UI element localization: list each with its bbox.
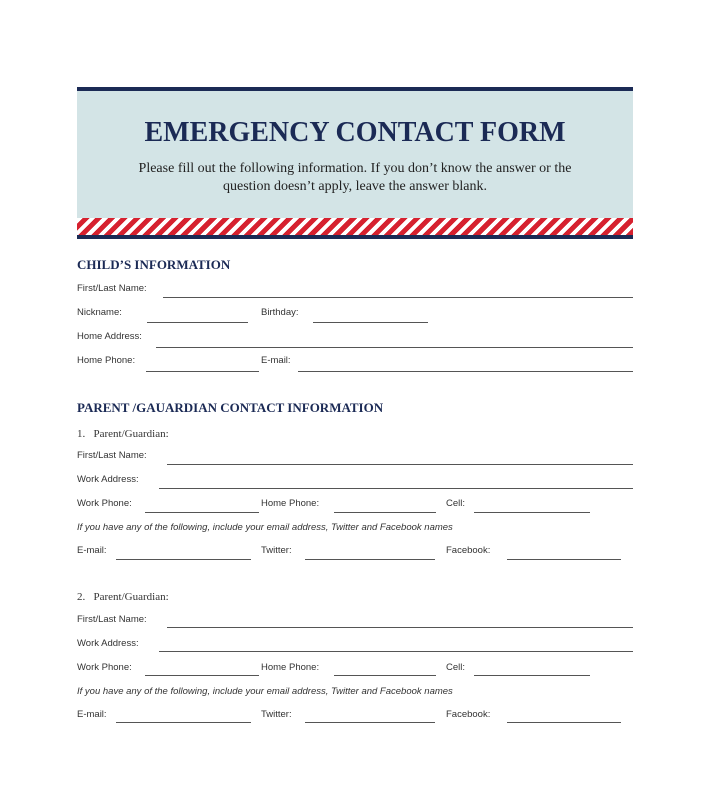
guardian-2-work-phone-field[interactable] (145, 675, 259, 676)
guardian-2-work-phone-label: Work Phone: (77, 662, 132, 673)
child-phone-field[interactable] (146, 371, 259, 372)
guardian-1-twitter-label: Twitter: (261, 545, 292, 556)
guardian-2-name-field[interactable] (167, 627, 633, 628)
form-title: EMERGENCY CONTACT FORM (144, 117, 566, 148)
guardian-1-social-note: If you have any of the following, include your email address, Twitter and Facebook names (77, 522, 453, 533)
guardian-2-twitter-label: Twitter: (261, 709, 292, 720)
guardian-2-title: 2. Parent/Guardian: (77, 591, 169, 603)
guardian-1-title: 1. Parent/Guardian: (77, 428, 169, 440)
guardian-2-facebook-label: Facebook: (446, 709, 491, 720)
guardian-1-email-field[interactable] (116, 559, 251, 560)
child-name-field[interactable] (163, 297, 633, 298)
guardian-2-email-field[interactable] (116, 722, 251, 723)
guardian-1-work-phone-field[interactable] (145, 512, 259, 513)
child-nickname-field[interactable] (147, 322, 248, 323)
guardian-2-social-note: If you have any of the following, include your email address, Twitter and Facebook names (77, 686, 453, 697)
guardian-1-work-phone-label: Work Phone: (77, 498, 132, 509)
child-birthday-field[interactable] (313, 322, 428, 323)
child-birthday-label: Birthday: (261, 307, 299, 318)
subtitle-line-1: Please fill out the following information. If you don’t know the answer or the (138, 161, 572, 176)
guardian-2-cell-label: Cell: (446, 662, 466, 673)
guardian-2-facebook-field[interactable] (507, 722, 621, 723)
child-nickname-label: Nickname: (77, 307, 122, 318)
guardian-2-twitter-field[interactable] (305, 722, 435, 723)
guardian-1-name-label: First/Last Name: (77, 450, 147, 461)
child-phone-label: Home Phone: (77, 355, 136, 366)
guardian-1-email-label: E-mail: (77, 545, 107, 556)
header-stripes (77, 218, 633, 235)
guardian-2-cell-field[interactable] (474, 675, 590, 676)
guardian-2-name-label: First/Last Name: (77, 614, 147, 625)
guardian-2-email-label: E-mail: (77, 709, 107, 720)
guardian-1-home-phone-label: Home Phone: (261, 498, 320, 509)
guardian-1-work-address-label: Work Address: (77, 474, 139, 485)
guardian-2-work-address-label: Work Address: (77, 638, 139, 649)
header-bottom-rule (77, 235, 633, 239)
child-email-label: E-mail: (261, 355, 291, 366)
guardian-1-facebook-label: Facebook: (446, 545, 491, 556)
child-email-field[interactable] (298, 371, 633, 372)
parent-section-heading: PARENT /GAUARDIAN CONTACT INFORMATION (77, 400, 384, 415)
guardian-1-home-phone-field[interactable] (334, 512, 436, 513)
guardian-1-work-address-field[interactable] (159, 488, 633, 489)
guardian-2-home-phone-label: Home Phone: (261, 662, 320, 673)
guardian-1-cell-field[interactable] (474, 512, 590, 513)
child-section-heading: CHILD’S INFORMATION (77, 257, 231, 272)
guardian-1-twitter-field[interactable] (305, 559, 435, 560)
guardian-2-work-address-field[interactable] (159, 651, 633, 652)
guardian-1-cell-label: Cell: (446, 498, 466, 509)
child-address-field[interactable] (156, 347, 633, 348)
subtitle-line-2: question doesn’t apply, leave the answer blank. (223, 179, 487, 194)
guardian-2-home-phone-field[interactable] (334, 675, 436, 676)
child-name-label: First/Last Name: (77, 283, 147, 294)
header-banner (77, 91, 633, 218)
guardian-1-name-field[interactable] (167, 464, 633, 465)
child-address-label: Home Address: (77, 331, 142, 342)
guardian-1-facebook-field[interactable] (507, 559, 621, 560)
